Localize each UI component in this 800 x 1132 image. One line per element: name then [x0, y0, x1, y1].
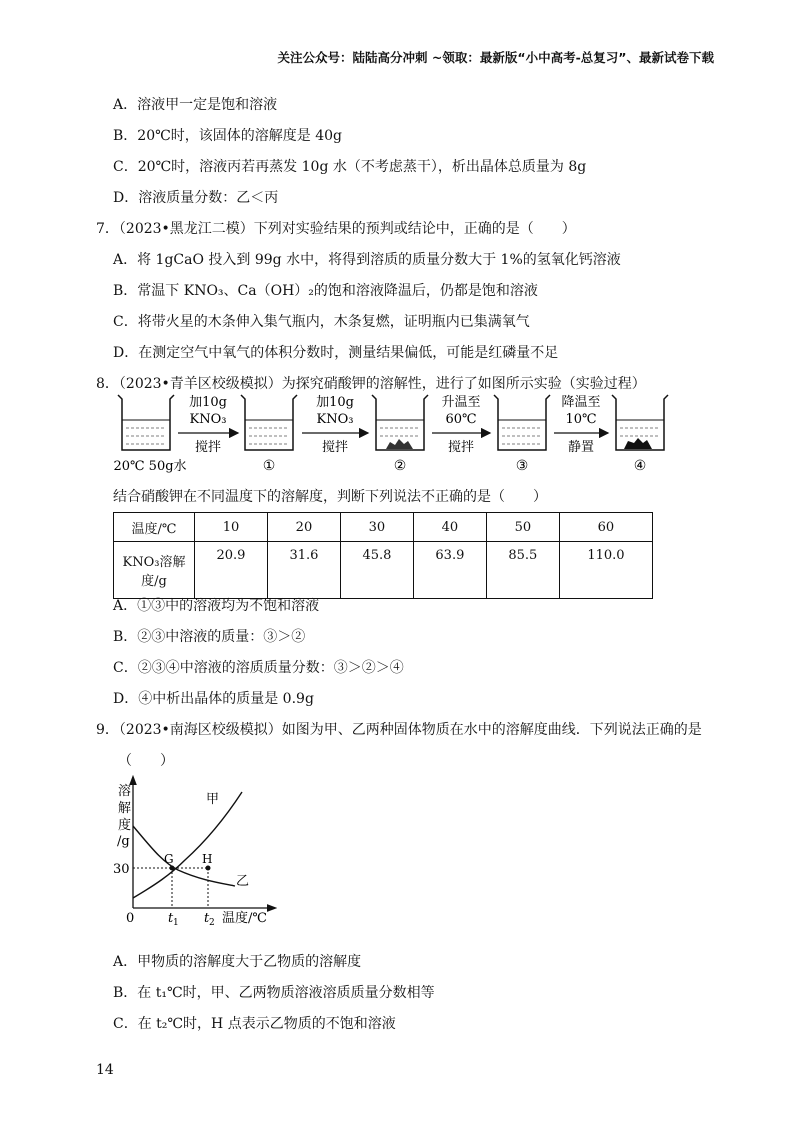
arrow-4-label-bottom: 静置 — [567, 440, 595, 455]
page-number: 14 — [96, 1062, 114, 1078]
beaker-2-label: ② — [393, 458, 407, 474]
q8-option-b: B．②③中溶液的质量：③＞② — [113, 629, 306, 645]
q7-option-a: A．将 1gCaO 投入到 99g 水中，将得到溶质的质量分数大于 1%的氢氧化钙溶液 — [113, 252, 621, 268]
y-tick-30: 30 — [113, 862, 130, 877]
arrow-3-label-bottom: 搅拌 — [447, 440, 475, 455]
arrow-2-label-mid: KNO₃ — [316, 412, 354, 427]
q7-option-d: D．在测定空气中氧气的体积分数时，测量结果偏低，可能是红磷量不足 — [113, 345, 559, 361]
page-header: 关注公众号：陆陆高分冲刺 ~领取：最新版“小中高考-总复习”、最新试卷下载 — [277, 50, 714, 65]
table-header-solubility-line1: KNO₃溶解 — [122, 555, 186, 570]
table-cell: 85.5 — [486, 542, 559, 599]
table-cell: 30 — [340, 513, 413, 542]
q9-option-b: B．在 t₁℃时，甲、乙两物质溶液溶质质量分数相等 — [113, 985, 435, 1001]
q8-sub-stem: 结合硝酸钾在不同温度下的溶解度，判断下列说法不正确的是（ ） — [113, 489, 547, 505]
initial-state-label: 20℃ 50g水 — [113, 459, 187, 474]
arrow-2-label-bottom: 搅拌 — [321, 440, 349, 455]
q7-stem: 7．（2023•黑龙江二模）下列对实验结果的预判或结论中，正确的是（ ） — [96, 221, 576, 237]
table-cell: 63.9 — [413, 542, 486, 599]
arrow-1-label-mid: KNO₃ — [189, 412, 227, 427]
table-cell: 110.0 — [559, 542, 652, 599]
q7-option-b: B．常温下 KNO₃、Ca（OH）₂的饱和溶液降温后，仍都是饱和溶液 — [113, 283, 538, 299]
arrow-1-label-bottom: 搅拌 — [194, 440, 222, 455]
table-cell: 31.6 — [267, 542, 340, 599]
origin-label: 0 — [126, 911, 135, 926]
table-cell: 60 — [559, 513, 652, 542]
q6-option-a: A．溶液甲一定是饱和溶液 — [113, 97, 278, 113]
table-cell: 10 — [195, 513, 268, 542]
beaker-1-label: ① — [262, 458, 276, 474]
point-g-label: G — [164, 852, 174, 866]
q9-option-c: C．在 t₂℃时，H 点表示乙物质的不饱和溶液 — [113, 1016, 396, 1032]
q6-option-b: B．20℃时，该固体的溶解度是 40g — [113, 128, 342, 144]
q9-stem: 9．（2023•南海区校级模拟）如图为甲、乙两种固体物质在水中的溶解度曲线．下列说法正确的是 — [96, 722, 702, 738]
arrow-4-label-mid: 10℃ — [565, 412, 597, 427]
arrow-3-label-mid: 60℃ — [445, 412, 477, 427]
q8-option-c: C．②③④中溶液的溶质质量分数：③＞②＞④ — [113, 660, 404, 676]
arrow-1-label-top: 加10g — [189, 395, 227, 410]
table-cell: 40 — [413, 513, 486, 542]
q7-option-c: C．将带火星的木条伸入集气瓶内，木条复燃，证明瓶内已集满氧气 — [113, 314, 530, 330]
curve-jia-label: 甲 — [206, 792, 220, 807]
arrow-2-label-top: 加10g — [316, 395, 354, 410]
table-cell: 50 — [486, 513, 559, 542]
t1-label: t — [168, 911, 174, 926]
beaker-4-label: ④ — [633, 458, 647, 474]
table-header-solubility-line2: 度/g — [141, 574, 167, 589]
curve-yi — [133, 826, 235, 886]
table-header-temperature: 温度/℃ — [114, 513, 195, 542]
arrow-3-label-top: 升温至 — [441, 395, 481, 410]
y-label-3: 度 — [118, 818, 132, 833]
point-h — [206, 866, 211, 871]
point-g — [170, 866, 175, 871]
t2-subscript: 2 — [209, 918, 215, 928]
q6-option-c: C．20℃时，溶液丙若再蒸发 10g 水（不考虑蒸干），析出晶体总质量为 8g — [113, 159, 587, 175]
point-h-label: H — [202, 852, 213, 866]
q8-stem: 8．（2023•青羊区校级模拟）为探究硝酸钾的溶解性，进行了如图所示实验（实验过程） — [96, 376, 646, 392]
y-label-1: 溶 — [118, 784, 132, 799]
table-cell: 45.8 — [340, 542, 413, 599]
t1-subscript: 1 — [173, 918, 179, 928]
q9-stem-cont: （ ） — [118, 753, 174, 769]
beaker-3-label: ③ — [515, 458, 529, 474]
arrow-4-label-top: 降温至 — [561, 395, 601, 410]
y-label-4: /g — [117, 834, 130, 849]
curve-yi-label: 乙 — [236, 874, 250, 889]
q8-option-d: D．④中析出晶体的质量是 0.9g — [113, 691, 314, 707]
q8-option-a: A．①③中的溶液均为不饱和溶液 — [113, 598, 320, 614]
y-label-2: 解 — [118, 801, 132, 816]
x-axis-label: 温度/℃ — [222, 911, 267, 926]
table-cell: 20 — [267, 513, 340, 542]
q9-option-a: A．甲物质的溶解度大于乙物质的溶解度 — [113, 954, 362, 970]
q6-option-d: D．溶液质量分数：乙＜丙 — [113, 190, 279, 206]
t2-label: t — [204, 911, 210, 926]
table-cell: 20.9 — [195, 542, 268, 599]
